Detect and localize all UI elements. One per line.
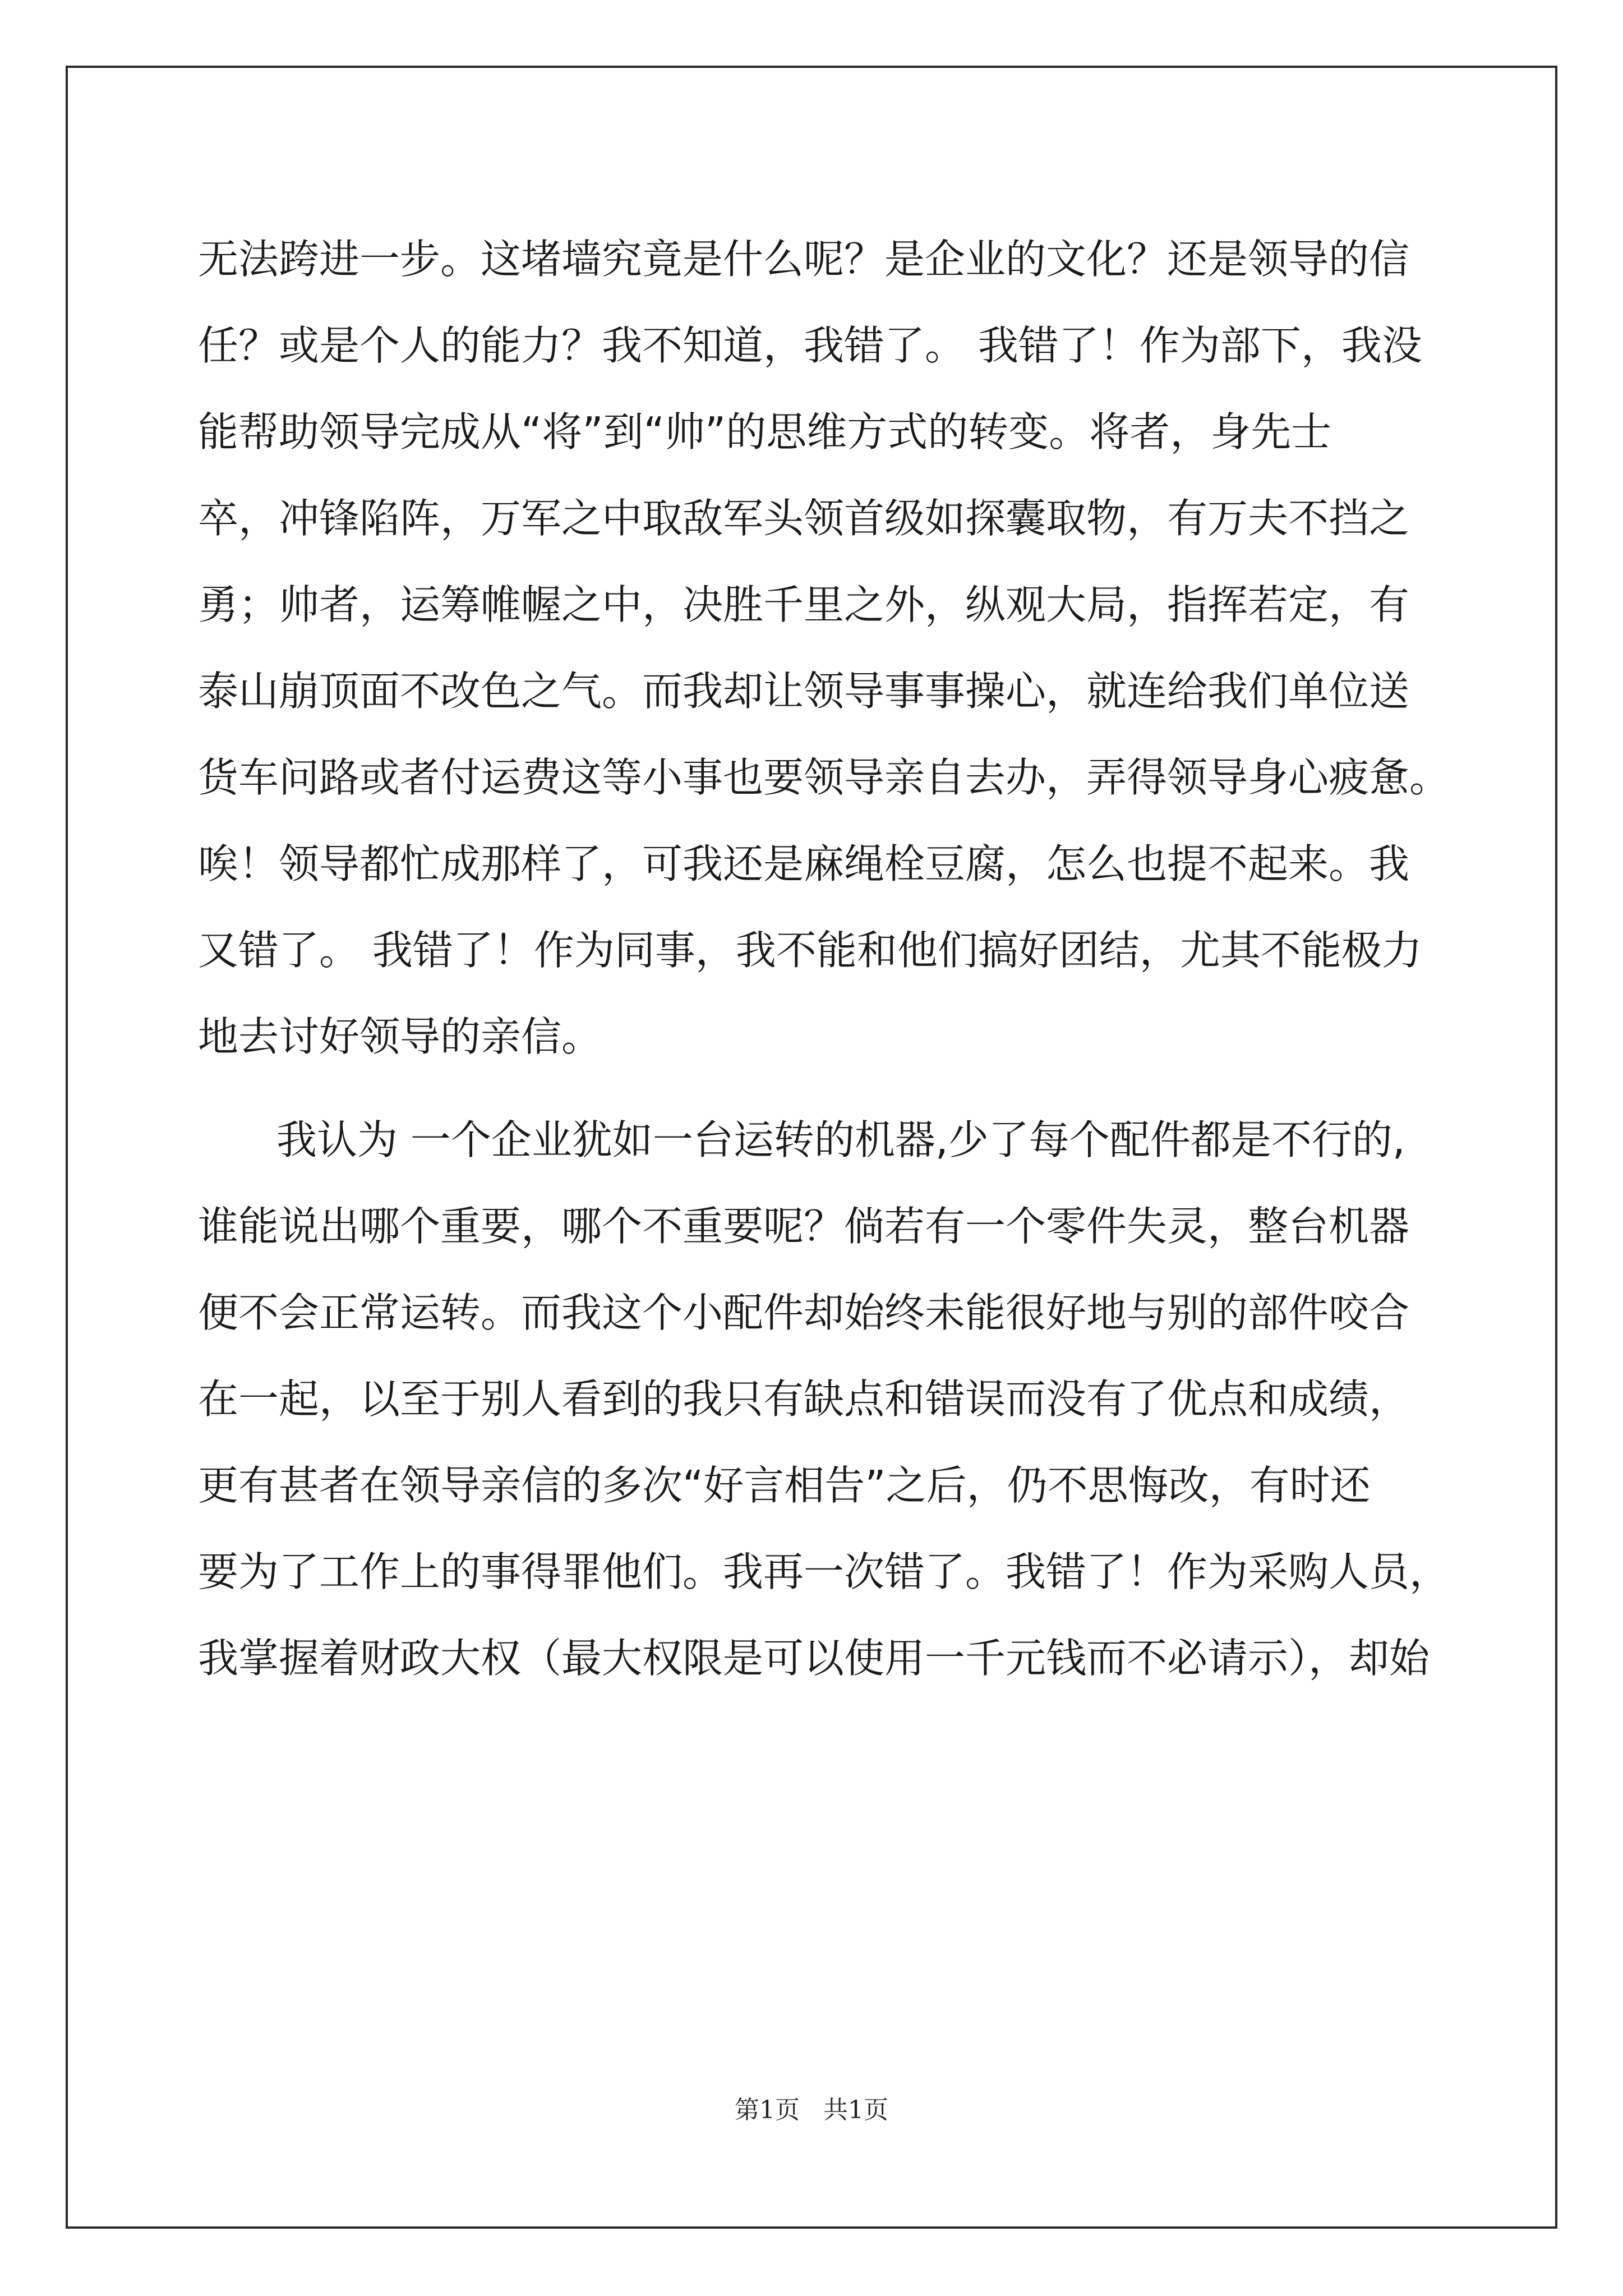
text-line: 要为了工作上的事得罪他们。我再一次错了。我错了！作为采购人员， [198,1548,1450,1595]
text-line: 在一起，以至于别人看到的我只有缺点和错误而没有了优点和成绩， [198,1375,1410,1423]
text-line: 卒，冲锋陷阵，万军之中取敌军头领首级如探囊取物，有万夫不挡之 [198,495,1410,542]
text-line: 任？或是个人的能力？我不知道，我错了。 我错了！作为部下，我没 [198,322,1422,369]
text-line: 我掌握着财政大权（最大权限是可以使用一千元钱而不必请示），却始 [198,1635,1430,1682]
text-line: 货车问路或者付运费这等小事也要领导亲自去办，弄得领导身心疲惫。 [198,754,1450,801]
text-line: 唉！领导都忙成那样了，可我还是麻绳栓豆腐，怎么也提不起来。我 [198,840,1410,887]
paragraph-1 [198,216,1450,1080]
text-line: 无法跨进一步。这堵墙究竟是什么呢？是企业的文化？还是领导的信 [198,236,1410,283]
text-line: 又错了。 我错了！作为同事，我不能和他们搞好团结，尤其不能极力 [198,927,1422,974]
paragraph-gap [198,1080,1426,1097]
text-line: 泰山崩顶面不改色之气。而我却让领导事事操心，就连给我们单位送 [198,668,1410,715]
document-body [198,216,1450,1701]
text-line: 谁能说出哪个重要，哪个不重要呢？倘若有一个零件失灵，整台机器 [198,1203,1410,1250]
text-line: 能帮助领导完成从“将”到“帅”的思维方式的转变。将者，身先士 [198,408,1332,455]
text-line: 勇；帅者，运筹帷幄之中，决胜千里之外，纵观大局，指挥若定，有 [198,581,1410,628]
text-line: 地去讨好领导的亲信。 [198,1013,602,1060]
text-line: 更有甚者在领导亲信的多次“好言相告”之后，仍不思悔改，有时还 [198,1462,1371,1509]
text-line: 我认为 一个企业犹如一台运转的机器,少了每个配件都是不行的, [276,1116,1405,1163]
paragraph-2 [198,1097,1450,1701]
text-line: 便不会正常运转。而我这个小配件却始终未能很好地与别的部件咬合 [198,1289,1410,1336]
page-footer: 第1页 共1页 [735,2096,888,2124]
